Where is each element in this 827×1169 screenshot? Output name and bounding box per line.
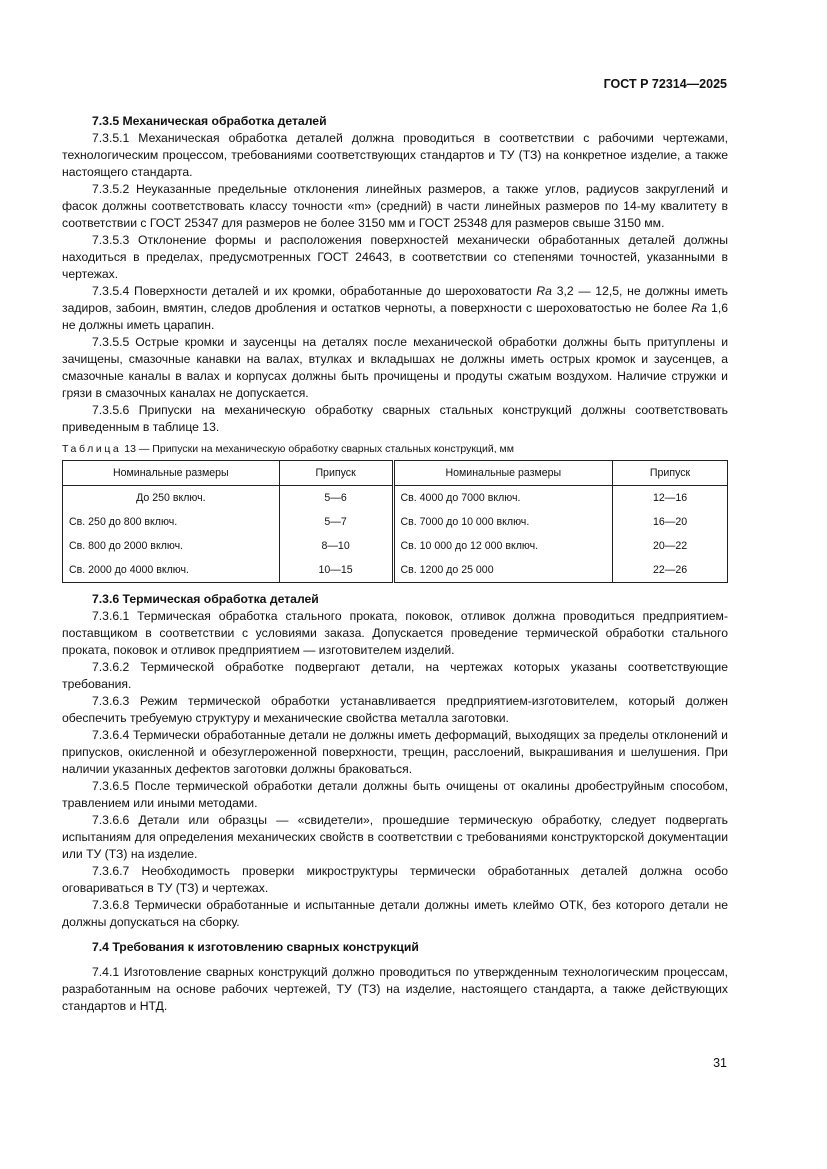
table-cell: 12—16 <box>613 486 728 511</box>
paragraph-7-3-5-6: 7.3.5.6 Припуски на механическую обработку сварных стальных конструкций должны соответствовать приведенным в таблице 13. <box>62 403 728 434</box>
table-row <box>63 558 728 583</box>
document-code: ГОСТ Р 72314—2025 <box>603 77 727 91</box>
header-allowance: Припуск <box>613 461 728 486</box>
table-cell: 16—20 <box>613 510 728 534</box>
table-cell: 20—22 <box>613 534 728 558</box>
page-number: 31 <box>713 1056 727 1070</box>
section-heading-7-3-5: 7.3.5 Механическая обработка деталей <box>92 114 327 128</box>
table-row <box>63 510 728 534</box>
table-cell: 10—15 <box>279 558 393 583</box>
roughness-symbol: Ra <box>536 284 552 298</box>
paragraph-7-3-6-3: 7.3.6.3 Режим термической обработки устанавливается предприятием-изготовителем, который должен обеспечить требуемую структуру и механические свойства металла заготовки. <box>62 694 728 725</box>
paragraph-7-3-5-5: 7.3.5.5 Острые кромки и заусенцы на деталях после механической обработки должны быть притуплены и зачищены, смазочные канавки на валах, втулках и вкладышах не должны иметь острых кромок и заусенцев, а смазочные каналы в валах и корпусах должны быть прочищены и продуты сжатым воздухом. Наличие стружки и грязи в смазочных каналах не допускается. <box>62 335 728 400</box>
table-cell: 8—10 <box>279 534 393 558</box>
page-content <box>62 113 728 1015</box>
paragraph-7-3-6-8: 7.3.6.8 Термически обработанные и испытанные детали должны иметь клеймо ОТК, без которого детали не должны допускаться на сборку. <box>62 898 728 929</box>
table-cell: Св. 4000 до 7000 включ. <box>393 486 613 511</box>
section-heading-7-3-6: 7.3.6 Термическая обработка деталей <box>92 592 319 606</box>
table-cell: 5—7 <box>279 510 393 534</box>
paragraph-7-3-6-7: 7.3.6.7 Необходимость проверки микроструктуры термически обработанных деталей должна особо оговариваться в ТУ (ТЗ) и чертежах. <box>62 864 728 895</box>
roughness-symbol: Ra <box>691 301 707 315</box>
paragraph-7-3-6-4: 7.3.6.4 Термически обработанные детали не должны иметь деформаций, выходящих за пределы отклонений и припусков, окисленной и обезуглероженной поверхности, трещин, расслоений, выкрашивания и шелушения. При наличии указанных дефектов заготовки должны браковаться. <box>62 728 728 776</box>
header-nominal-sizes: Номинальные размеры <box>393 461 613 486</box>
table-cell: Св. 7000 до 10 000 включ. <box>393 510 613 534</box>
paragraph-7-3-6-2: 7.3.6.2 Термической обработке подвергают детали, на чертежах которых указаны соответствующие требования. <box>62 660 728 691</box>
header-allowance: Припуск <box>279 461 393 486</box>
table-cell: Св. 2000 до 4000 включ. <box>63 558 280 583</box>
table-row <box>63 534 728 558</box>
table-cell: Св. 10 000 до 12 000 включ. <box>393 534 613 558</box>
paragraph-7-3-5-1: 7.3.5.1 Механическая обработка деталей должна проводиться в соответствии с рабочими чертежами, технологическим процессом, требованиями соответствующих стандартов и ТУ (ТЗ) на конкретное изделие, а также настоящего стандарта. <box>62 131 728 179</box>
table-header-row <box>63 461 728 486</box>
allowance-table <box>62 460 728 583</box>
paragraph-7-3-6-1: 7.3.6.1 Термическая обработка стального проката, поковок, отливок должна проводиться предприятием-поставщиком в соответствии с условиями заказа. Допускается проведение термической обработки стального проката, поковок и отливок предприятием — изготовителем изделий. <box>62 609 728 657</box>
paragraph-7-3-5-4: 7.3.5.4 Поверхности деталей и их кромки, обработанные до шероховатости Ra 3,2 — 12,5, не должны иметь задиров, забоин, вмятин, следов дробления и остатков черноты, а поверхности с шероховатостью не более Ra 1,6 не должны иметь царапин. <box>62 284 728 332</box>
table-cell: Св. 250 до 800 включ. <box>63 510 280 534</box>
table-caption: Таблица 13 — Припуски на механическую обработку сварных стальных конструкций, мм <box>62 443 514 455</box>
paragraph-7-3-6-6: 7.3.6.6 Детали или образцы — «свидетели», прошедшие термическую обработку, следует подвергать испытаниям для определения механических свойств в соответствии с требованиями конструкторской документации или ТУ (ТЗ) на изделие. <box>62 813 728 861</box>
header-nominal-sizes: Номинальные размеры <box>63 461 280 486</box>
table-row <box>63 486 728 511</box>
table-cell: 22—26 <box>613 558 728 583</box>
table-cell: Св. 1200 до 25 000 <box>393 558 613 583</box>
paragraph-7-3-5-2: 7.3.5.2 Неуказанные предельные отклонения линейных размеров, а также углов, радиусов закруглений и фасок должны соответствовать классу точности «m» (средний) в части линейных размеров по 14-му квалитету в соответствии с ГОСТ 25347 для размеров не более 3150 мм и ГОСТ 25348 для размеров свыше 3150 мм. <box>62 182 728 230</box>
table-cell: До 250 включ. <box>63 486 280 511</box>
paragraph-7-3-6-5: 7.3.6.5 После термической обработки детали должны быть очищены от окалины дробеструйным способом, травлением или иными методами. <box>62 779 728 810</box>
table-cell: Св. 800 до 2000 включ. <box>63 534 280 558</box>
table-cell: 5—6 <box>279 486 393 511</box>
paragraph-7-3-5-3: 7.3.5.3 Отклонение формы и расположения поверхностей механически обработанных деталей должны находиться в пределах, предусмотренных ГОСТ 24643, в соответствии со степенями точностей, указанными в чертежах. <box>62 233 728 281</box>
section-heading-7-4: 7.4 Требования к изготовлению сварных конструкций <box>92 940 419 954</box>
paragraph-7-4-1: 7.4.1 Изготовление сварных конструкций должно проводиться по утвержденным технологическим процессам, разработанным на основе рабочих чертежей, ТУ (ТЗ) на изделие, настоящего стандарта, а также действующих стандартов и НТД. <box>62 965 728 1013</box>
